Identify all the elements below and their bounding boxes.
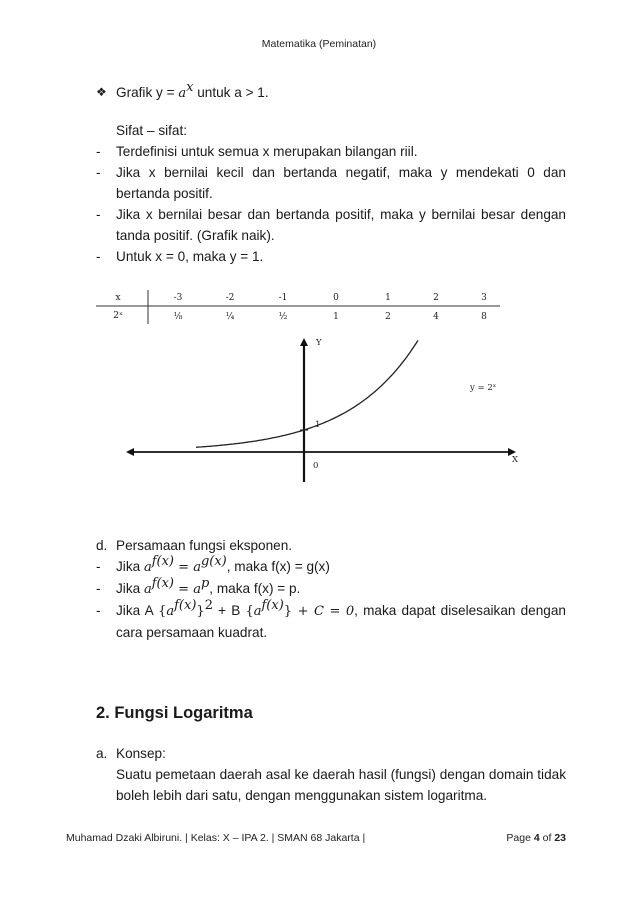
property-item: - Untuk x = 0, maka y = 1.: [96, 249, 264, 264]
intro-block: [96, 82, 566, 267]
table-row-label-2x: 2ˣ: [113, 311, 123, 321]
konsep-text: Suatu pemetaan daerah asal ke daerah hasil (fungsi) dengan domain tidak boleh lebih dari satu, dengan menggunakan sistem logaritma.: [116, 767, 566, 803]
table-row-label-x: x: [115, 293, 121, 303]
x-axis-label: X: [512, 455, 519, 465]
persamaan-item: - Jika A $\{a^{f(x)}\}^2 + B$ $\{a^{f(x)}\} + C = 0$, maka dapat diselesaikan dengan cara persamaan kuadrat.: [96, 598, 566, 640]
persamaan-heading: d. Persamaan fungsi eksponen.: [96, 538, 293, 553]
table-x-value: 0: [333, 293, 339, 303]
table-y-value: 2: [385, 312, 391, 322]
y-axis-label: Y: [316, 338, 322, 348]
x-axis-left-arrow-icon: [126, 448, 134, 456]
table-x-value: -1: [278, 293, 288, 303]
exponential-graph-figure: [96, 282, 530, 482]
property-item: - Terdefinisi untuk semua x merupakan bilangan riil.: [96, 144, 418, 159]
persamaan-block: [96, 535, 566, 643]
one-label: 1: [315, 420, 321, 430]
property-item: - Jika x bernilai besar dan bertanda positif, maka y bernilai besar dengan tanda positif. (Grafik naik).: [96, 207, 566, 243]
table-y-value: ⅛: [173, 312, 183, 322]
sifat-title: Sifat – sifat:: [116, 123, 188, 138]
table-x-value: 1: [385, 293, 391, 303]
curve-label: y = 2ˣ: [470, 383, 497, 393]
exponential-curve: [196, 340, 418, 447]
section-title: 2. Fungsi Logaritma: [96, 704, 253, 722]
table-y-value: ¼: [225, 312, 235, 322]
table-x-value: -3: [173, 293, 183, 303]
persamaan-item: - Jika $a^{f(x)} = a^{g(x)}$, maka f(x) = g(x): [96, 554, 330, 575]
property-item: - Jika x bernilai kecil dan bertanda negatif, maka y mendekati 0 dan bertanda positif.: [96, 165, 566, 201]
persamaan-item: - Jika $a^{f(x)} = a^p$, maka f(x) = p.: [96, 576, 301, 597]
footer-page-number: Page 4 of 23: [506, 832, 566, 844]
y-axis-arrow-icon: [300, 338, 308, 346]
footer-author: Muhamad Dzaki Albiruni. | Kelas: X – IPA 2. | SMAN 68 Jakarta |: [66, 832, 366, 844]
konsep-block: [96, 743, 566, 806]
page-header: Matematika (Peminatan): [261, 38, 377, 50]
table-y-value: ½: [278, 312, 288, 322]
table-x-value: 3: [481, 293, 487, 303]
diamond-bullet-icon: ❖: [96, 85, 107, 99]
table-y-value: 8: [481, 312, 487, 322]
table-x-value: -2: [225, 293, 235, 303]
konsep-heading: a. Konsep:: [96, 746, 166, 761]
grafik-heading: ❖ Grafik $y = a^x$ untuk a > 1.: [96, 80, 269, 101]
origin-label: 0: [313, 461, 319, 471]
table-y-value: 4: [433, 312, 439, 322]
table-x-value: 2: [433, 293, 439, 303]
table-y-value: 1: [333, 312, 339, 322]
